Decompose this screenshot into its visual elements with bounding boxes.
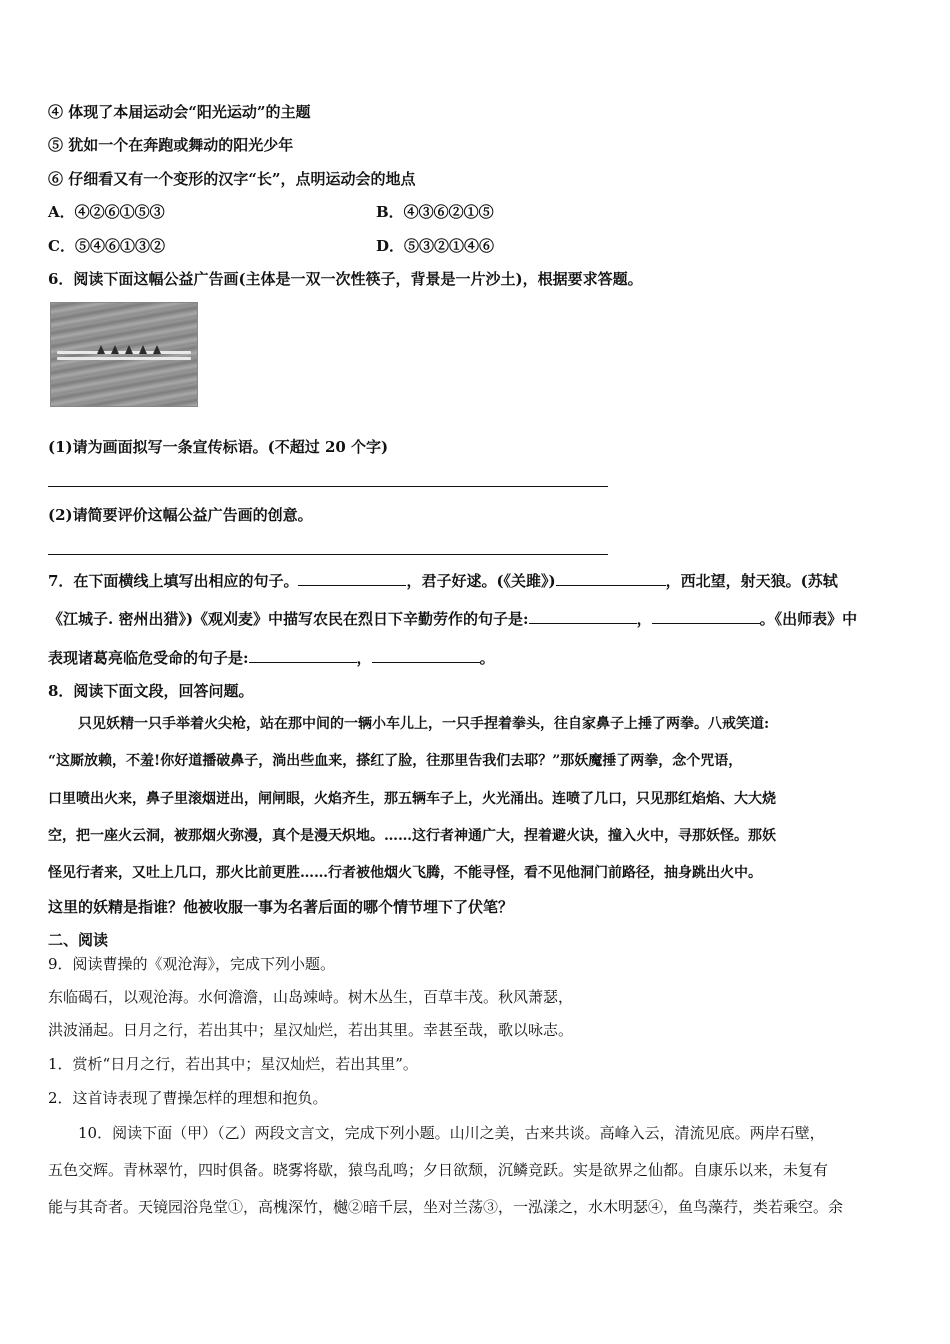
q5-option-4: ④ 体现了本届运动会“阳光运动”的主题 — [48, 103, 311, 121]
q7-blank-2[interactable] — [556, 571, 666, 586]
section-title: 二、阅读 — [48, 931, 109, 949]
q7-blank-3[interactable] — [529, 609, 637, 624]
q5-option-5: ⑤ 犹如一个在奔跑或舞动的阳光少年 — [48, 136, 294, 154]
q7-text: ，西北望，射天狼。(苏轼 — [665, 572, 838, 590]
chopstick-top — [57, 351, 191, 354]
q7-text: 。 — [479, 649, 495, 667]
q9-poem-line: 东临碣石，以观沧海。水何澹澹，山岛竦峙。树木丛生，百草丰茂。秋风萧瑟， — [48, 988, 574, 1006]
q8-passage-line: “这厮放赖，不羞!你好道播破鼻子，淌出些血来，搽红了脸，往那里告我们去耶？”那妖魔捶了两拳，念个咒语， — [48, 753, 743, 769]
q5-choice-c: C．⑤④⑥①③② — [48, 237, 165, 255]
tree-icon — [97, 345, 105, 354]
q10-line: 10．阅读下面（甲）（乙）两段文言文，完成下列小题。山川之美，古来共谈。高峰入云，清流见底。两岸石壁， — [78, 1124, 825, 1142]
q7-line-2 — [48, 609, 857, 629]
q7-blank-4[interactable] — [652, 609, 760, 624]
q5-choice-a: A．④②⑥①⑤③ — [48, 203, 165, 221]
q9-stem: 9．阅读曹操的《观沧海》，完成下列小题。 — [48, 955, 336, 973]
q8-passage-line: 空，把一座火云洞，被那烟火弥漫，真个是漫天炽地。……这行者神通广大，捏着避火诀，撞入火中，寻那妖怪。那妖 — [48, 828, 776, 844]
q8-question: 这里的妖精是指谁？他被收服一事为名著后面的哪个情节埋下了伏笔？ — [48, 898, 514, 916]
q6-stem: 6．阅读下面这幅公益广告画(主体是一双一次性筷子，背景是一片沙土)，根据要求答题。 — [48, 270, 643, 288]
q7-text: ， — [356, 649, 372, 667]
q7-line-3 — [48, 648, 495, 668]
q9-poem-line: 洪波涌起。日月之行，若出其中；星汉灿烂，若出其里。幸甚至哉，歌以咏志。 — [48, 1021, 574, 1039]
chopsticks-ad-image — [50, 302, 198, 407]
tree-icon — [125, 345, 133, 354]
q8-passage-line: 口里喷出火来，鼻子里滚烟迸出，闸闸眼，火焰齐生，那五辆车子上，火光涌出。连喷了几口，只见那红焰焰、大大烧 — [48, 791, 776, 807]
q10-line: 能与其奇者。天镜园浴凫堂①，高槐深竹，樾②暗千层，坐对兰荡③，一泓漾之，水木明瑟④，鱼鸟藻荇，类若乘空。余 — [48, 1198, 844, 1216]
q7-text: ，君子好逑。(《关雎》) — [406, 572, 556, 590]
q9-sub1: 1．赏析“日月之行，若出其中；星汉灿烂，若出其里”。 — [48, 1055, 418, 1073]
chopstick-bottom — [57, 357, 191, 360]
q7-text: 。《出师表》中 — [759, 610, 858, 628]
q10-line: 五色交辉。青林翠竹，四时俱备。晓雾将歇，猿鸟乱鸣；夕日欲颓，沉鳞竞跃。实是欲界之仙都。自康乐以来，未复有 — [48, 1161, 829, 1179]
q7-text: 表现诸葛亮临危受命的句子是: — [48, 649, 249, 667]
q5-choice-d: D．⑤③②①④⑥ — [376, 237, 495, 255]
q7-text: 《江城子. 密州出猎》)《观刈麦》中描写农民在烈日下辛勤劳作的句子是: — [48, 610, 529, 628]
q8-stem: 8．阅读下面文段，回答问题。 — [48, 682, 254, 700]
q7-line-1 — [48, 571, 838, 591]
q6-sub1: (1)请为画面拟写一条宣传标语。(不超过 20 个字) — [48, 438, 389, 456]
q6-sub2: (2)请简要评价这幅公益广告画的创意。 — [48, 506, 313, 524]
q9-sub2: 2．这首诗表现了曹操怎样的理想和抱负。 — [48, 1089, 328, 1107]
tree-icon — [153, 345, 161, 354]
q7-text: 7．在下面横线上填写出相应的句子。 — [48, 572, 299, 590]
q8-passage-line: 怪见行者来，又吐上几口，那火比前更胜……行者被他烟火飞腾，不能寻怪，看不见他洞门前路径，抽身跳出火中。 — [48, 865, 762, 881]
q6-answer-line-2[interactable] — [48, 554, 608, 555]
q7-blank-1[interactable] — [298, 571, 406, 586]
q6-answer-line-1[interactable] — [48, 486, 608, 487]
tree-icon — [111, 345, 119, 354]
q5-choice-b: B．④③⑥②①⑤ — [376, 203, 494, 221]
q7-blank-6[interactable] — [372, 648, 480, 663]
q7-blank-5[interactable] — [249, 648, 357, 663]
q5-option-6: ⑥ 仔细看又有一个变形的汉字“长”，点明运动会的地点 — [48, 170, 416, 188]
tree-icon — [139, 345, 147, 354]
q7-text: ， — [636, 610, 652, 628]
q8-passage-line: 只见妖精一只手举着火尖枪，站在那中间的一辆小车儿上，一只手捏着拳头，往自家鼻子上捶了两拳。八戒笑道: — [78, 716, 770, 732]
